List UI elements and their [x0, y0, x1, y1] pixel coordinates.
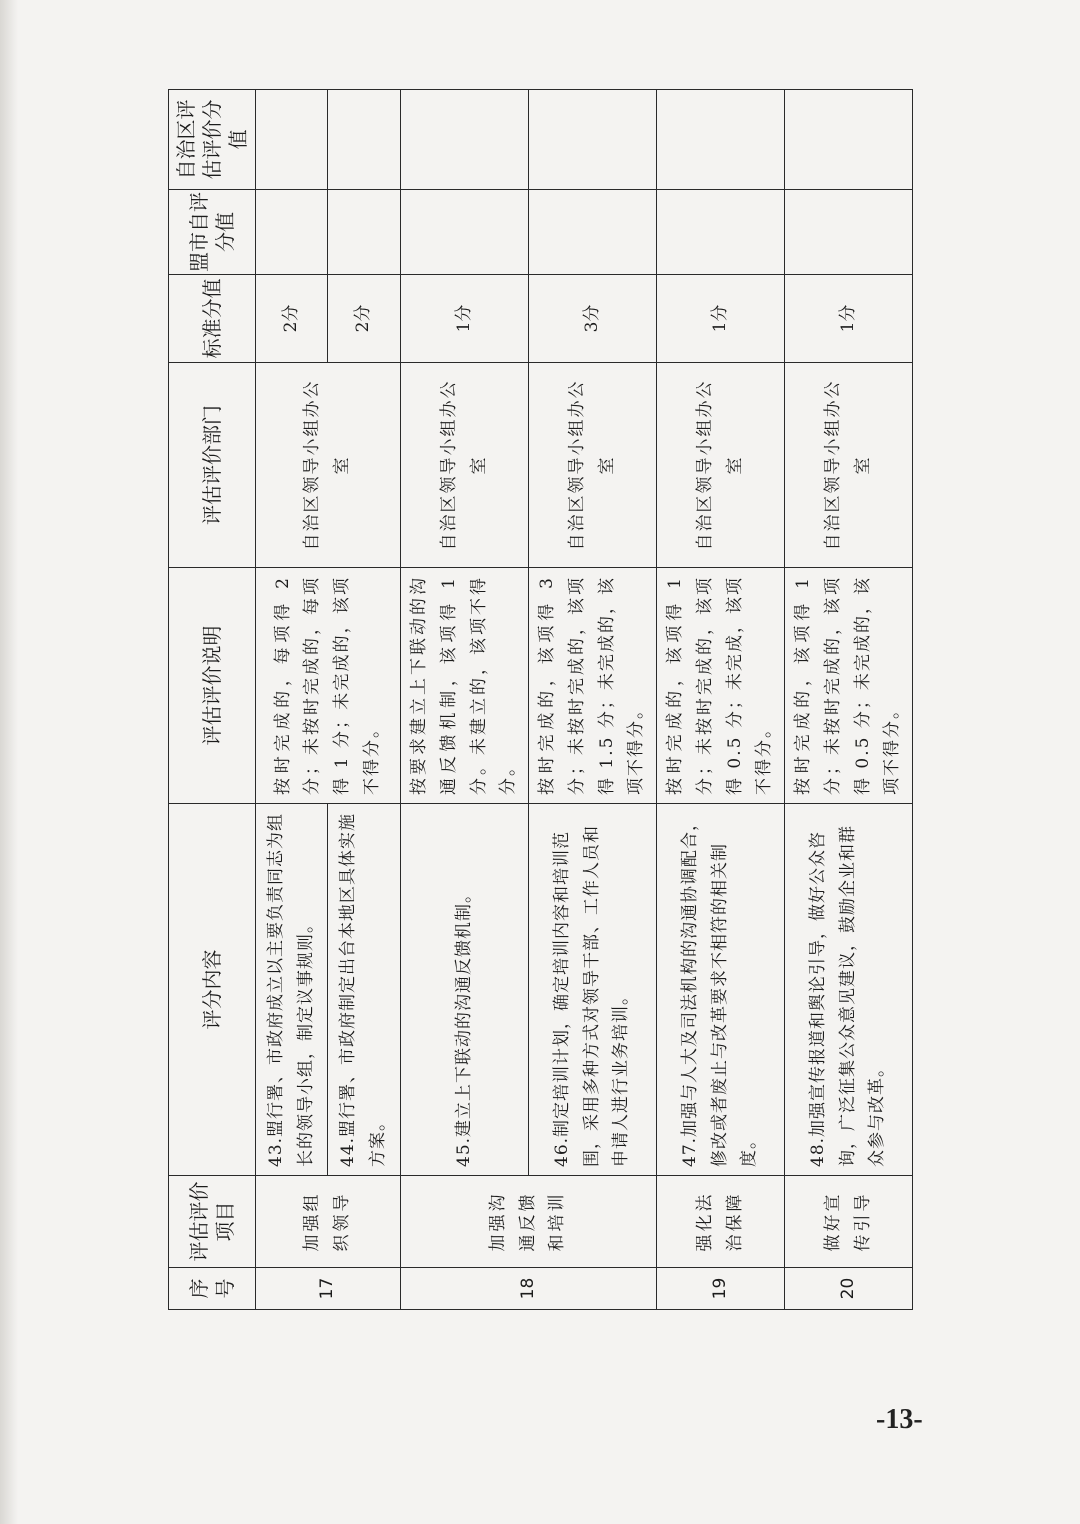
table-rotation-frame	[168, 90, 903, 1310]
header-description: 评估评价说明	[169, 568, 256, 804]
standard-score: 1分	[785, 275, 913, 363]
league-self-score-cell	[785, 190, 913, 275]
evaluation-department: 自治区领导小组办公室	[256, 363, 401, 568]
region-score-cell	[328, 90, 401, 190]
table-row	[785, 90, 913, 1310]
table-row	[401, 90, 529, 1310]
evaluation-item: 加强沟通反馈和培训	[401, 1176, 657, 1268]
row-number: 17	[256, 1268, 401, 1310]
header-region-score: 自治区评估评价分值	[169, 90, 256, 190]
header-row	[169, 90, 256, 1310]
page-number: -13-	[876, 1404, 923, 1435]
standard-score: 2分	[256, 275, 328, 363]
rotated-table-container	[168, 90, 903, 1310]
row-number: 19	[657, 1268, 785, 1310]
standard-score: 2分	[328, 275, 401, 363]
region-score-cell	[256, 90, 328, 190]
header-department: 评估评价部门	[169, 363, 256, 568]
standard-score: 1分	[401, 275, 529, 363]
row-number: 20	[785, 1268, 913, 1310]
evaluation-description: 按时完成的，该项得 1 分；未按时完成的，该项得 0.5 分；未完成的，该项不得分。	[785, 568, 913, 804]
league-self-score-cell	[657, 190, 785, 275]
evaluation-department: 自治区领导小组办公室	[529, 363, 657, 568]
evaluation-department: 自治区领导小组办公室	[401, 363, 529, 568]
header-content: 评分内容	[169, 804, 256, 1176]
league-self-score-cell	[529, 190, 657, 275]
region-score-cell	[401, 90, 529, 190]
scoring-content: 48.加强宣传报道和舆论引导，做好公众咨询，广泛征集公众意见建议，鼓励企业和群众参与改革。	[785, 804, 913, 1176]
header-league-self-score: 盟市自评分值	[169, 190, 256, 275]
scoring-content: 47.加强与人大及司法机构的沟通协调配合，修改或者废止与改革要求不相符的相关制度。	[657, 804, 785, 1176]
evaluation-item: 做好宣传引导	[785, 1176, 913, 1268]
table-row	[657, 90, 785, 1310]
table-row	[529, 90, 657, 1310]
row-number: 18	[401, 1268, 657, 1310]
page-edge-shadow	[0, 0, 18, 1524]
scoring-content: 45.建立上下联动的沟通反馈机制。	[401, 804, 529, 1176]
header-no: 序号	[169, 1268, 256, 1310]
header-item: 评估评价项目	[169, 1176, 256, 1268]
scoring-content: 46.制定培训计划，确定培训内容和培训范围，采用多种方式对领导干部、工作人员和申请人进行业务培训。	[529, 804, 657, 1176]
league-self-score-cell	[328, 190, 401, 275]
standard-score: 1分	[657, 275, 785, 363]
region-score-cell	[529, 90, 657, 190]
region-score-cell	[657, 90, 785, 190]
evaluation-description: 按时完成的，该项得 3 分；未按时完成的，该项得 1.5 分；未完成的，该项不得分。	[529, 568, 657, 804]
evaluation-item: 加强组织领导	[256, 1176, 401, 1268]
scoring-content: 44.盟行署、市政府制定出台本地区具体实施方案。	[328, 804, 401, 1176]
league-self-score-cell	[256, 190, 328, 275]
evaluation-item: 强化法治保障	[657, 1176, 785, 1268]
evaluation-description: 按时完成的，每项得 2 分；未按时完成的，每项得 1 分；未完成的，该项不得分。	[256, 568, 401, 804]
evaluation-department: 自治区领导小组办公室	[657, 363, 785, 568]
evaluation-department: 自治区领导小组办公室	[785, 363, 913, 568]
header-standard-score: 标准分值	[169, 275, 256, 363]
league-self-score-cell	[401, 190, 529, 275]
evaluation-table	[168, 89, 913, 1310]
scoring-content: 43.盟行署、市政府成立以主要负责同志为组长的领导小组，制定议事规则。	[256, 804, 328, 1176]
evaluation-description: 按要求建立上下联动的沟通反馈机制，该项得 1 分。未建立的，该项不得分。	[401, 568, 529, 804]
standard-score: 3分	[529, 275, 657, 363]
evaluation-description: 按时完成的，该项得 1 分；未按时完成的，该项得 0.5 分；未完成，该项不得分。	[657, 568, 785, 804]
table-row	[256, 90, 328, 1310]
region-score-cell	[785, 90, 913, 190]
